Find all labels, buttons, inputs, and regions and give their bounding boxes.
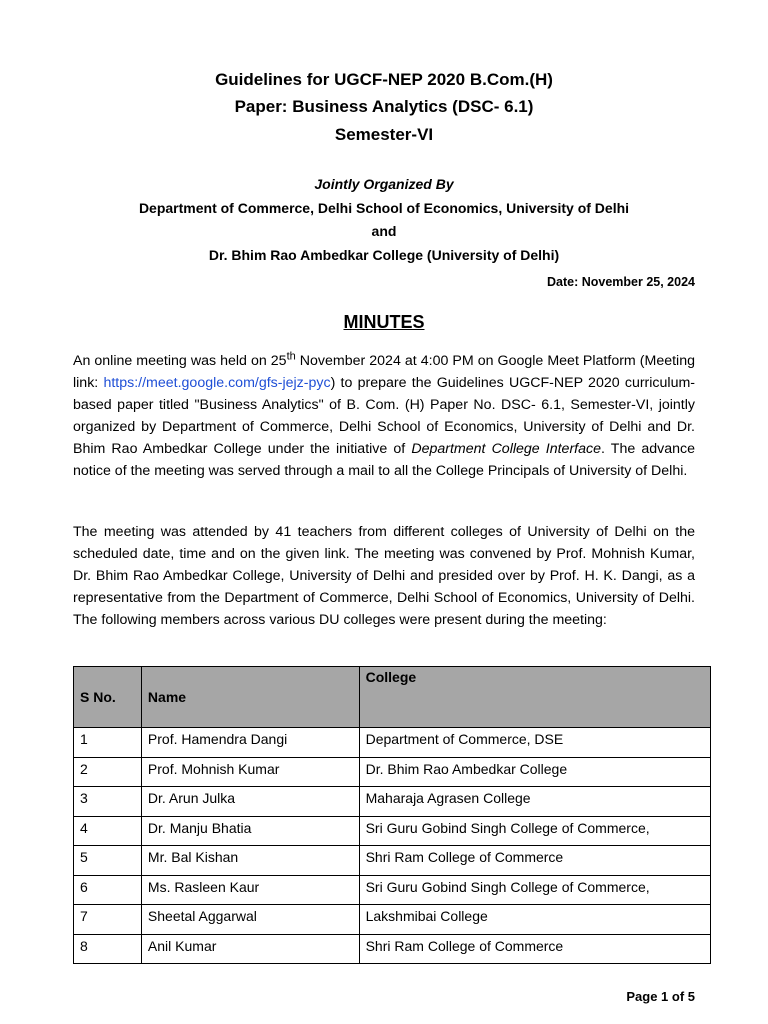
table-row [74,846,711,876]
document-title: Guidelines for UGCF-NEP 2020 B.Com.(H) [215,70,553,89]
cell-sno: 1 [74,728,142,758]
cell-sno: 4 [74,816,142,846]
table-header-row [74,667,711,728]
table-row [74,934,711,964]
header-sno: S No. [74,667,142,728]
cell-college: Dr. Bhim Rao Ambedkar College [359,757,710,787]
cell-name: Sheetal Aggarwal [141,905,359,935]
cell-name: Dr. Arun Julka [141,787,359,817]
header-college: College [359,667,710,728]
table-row [74,728,711,758]
cell-college: Sri Guru Gobind Singh College of Commerce, [359,875,710,905]
paragraph-attendance: The meeting was attended by 41 teachers from different colleges of University of Delhi on the scheduled date, time and on the given link. The meeting was convened by Prof. Mohnish Kumar, Dr. Bhim Rao Ambedkar College, University of Delhi and presided over by Prof. H. K. Dangi, as a representative from the Department of Commerce, Delhi School of Economics, University of Delhi. The following members across various DU colleges were present during the meeting: [73,524,695,628]
semester-title: Semester-VI [334,125,434,144]
cell-name: Dr. Manju Bhatia [141,816,359,846]
cell-sno: 6 [74,875,142,905]
table-row [74,757,711,787]
cell-college: Shri Ram College of Commerce [359,934,710,964]
members-table [73,666,711,964]
page-number: Page 1 of 5 [626,989,695,1004]
and-text: and [371,223,397,239]
cell-name: Anil Kumar [141,934,359,964]
cell-name: Mr. Bal Kishan [141,846,359,876]
table-row [74,816,711,846]
meeting-link[interactable]: https://meet.google.com/gfs-jejz-pyc [103,375,331,391]
header-name: Name [141,667,359,728]
cell-name: Prof. Mohnish Kumar [141,757,359,787]
minutes-heading: MINUTES [343,312,425,332]
cell-name: Ms. Rasleen Kaur [141,875,359,905]
department-name: Department of Commerce, Delhi School of Economics, University of Delhi [138,200,630,216]
table-row [74,875,711,905]
paper-title: Paper: Business Analytics (DSC- 6.1) [234,97,534,116]
cell-sno: 5 [74,846,142,876]
cell-sno: 7 [74,905,142,935]
cell-college: Lakshmibai College [359,905,710,935]
cell-sno: 2 [74,757,142,787]
meeting-date: Date: November 25, 2024 [547,275,695,289]
cell-name: Prof. Hamendra Dangi [141,728,359,758]
cell-college: Maharaja Agrasen College [359,787,710,817]
paragraph-meeting-info: An online meeting was held on 25th November 2024 at 4:00 PM on Google Meet Platform (Meeting link: https://meet.google.com/gfs-jejz-pyc) to prepare the Guidelines UGCF-NEP 2020 curriculum-based paper titled "Business Analytics" of B. Com. (H) Paper No. DSC- 6.1, Semester-VI, jointly organized by Department of Commerce, Delhi School of Economics, University of Delhi and Dr. Bhim Rao Ambedkar College under the initiative of Department College Interface. The advance notice of the meeting was served through a mail to all the College Principals of University of Delhi. [73,350,696,479]
table-row [74,787,711,817]
cell-college: Shri Ram College of Commerce [359,846,710,876]
college-name: Dr. Bhim Rao Ambedkar College (University of Delhi) [208,247,560,263]
cell-sno: 8 [74,934,142,964]
table-row [74,905,711,935]
cell-college: Sri Guru Gobind Singh College of Commerce, [359,816,710,846]
organized-by: Jointly Organized By [314,176,454,192]
cell-college: Department of Commerce, DSE [359,728,710,758]
cell-sno: 3 [74,787,142,817]
